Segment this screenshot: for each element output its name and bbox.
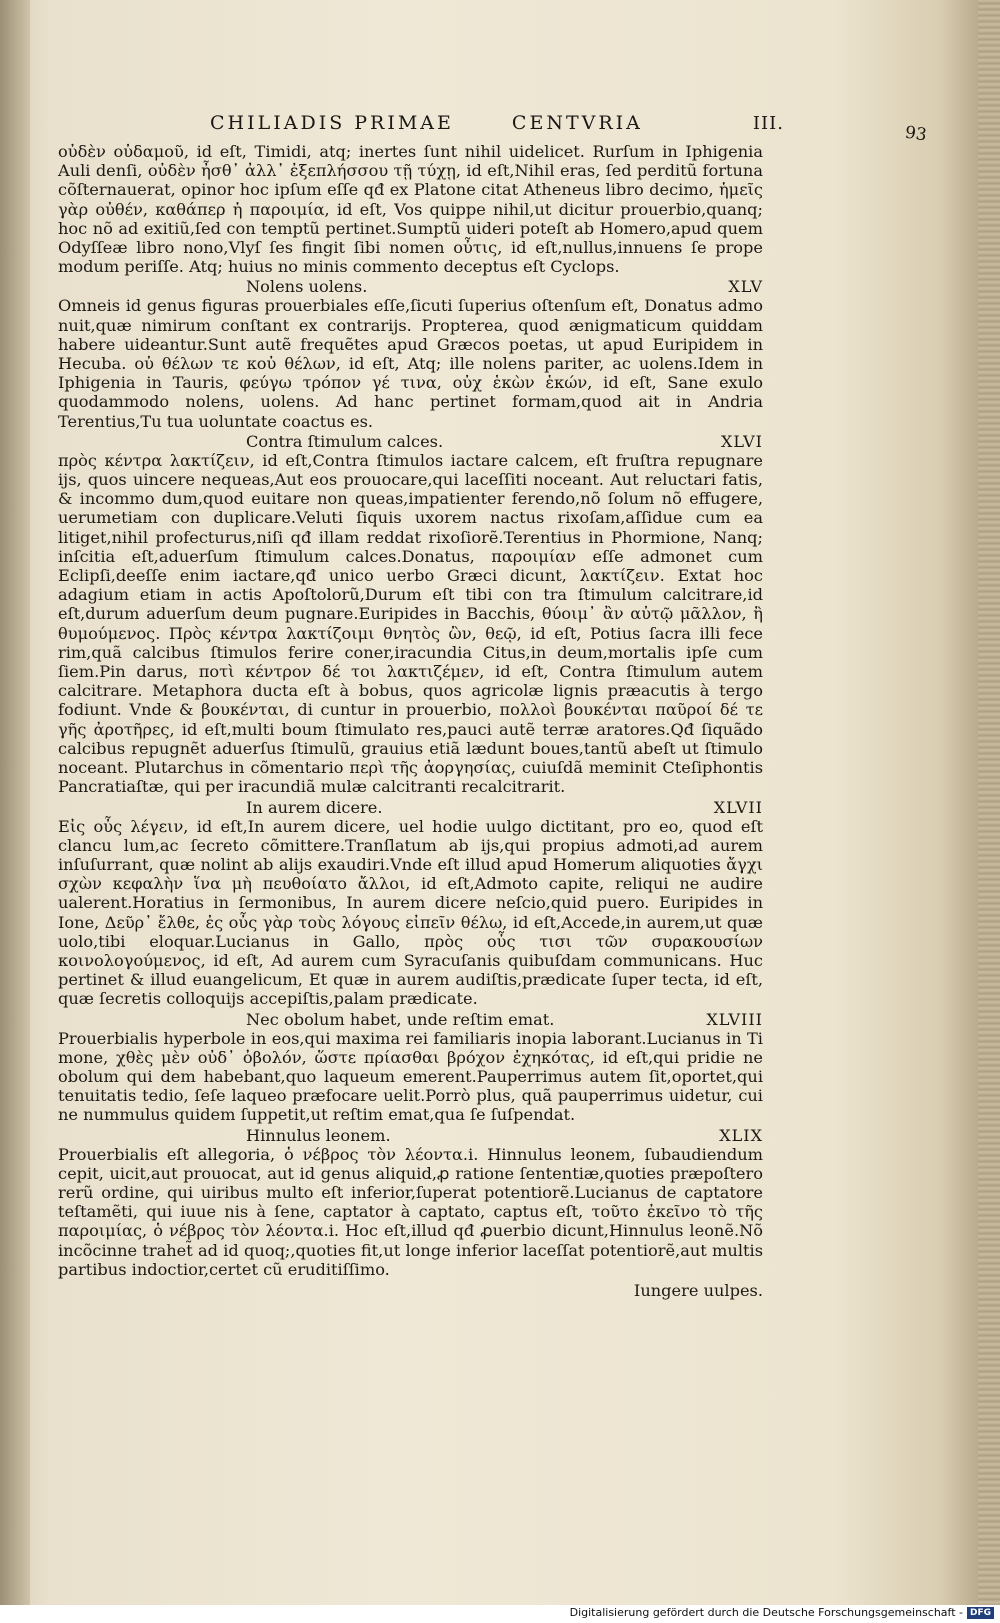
running-title: CHILIADIS PRIMAE	[210, 112, 454, 134]
adage-number: XLVI	[721, 431, 763, 451]
adage-heading	[58, 432, 763, 451]
paragraph: Omneis id genus figuras prouerbiales eſſe,ſicuti ſuperius oſtenſum eſt, Donatus admo nuit,quæ nimirum conſtant ex contrarijs. Propterea, quod ænigmaticum quiddam habere uideantur.Sunt autẽ frequẽtes apud Græcos poetas, ut apud Euripidem in Hecuba. οὐ θέλων τε κοὐ θέλων, id eſt, Atq; ille nolens pariter, ac uolens.Idem in Iphigenia in Tauris, φεύγω τρόπον γέ τινα, οὐχ ἑκὼν ἑκών, id eſt, Sane exulo quodammodo nolens, uolens. Ad hanc pertinet formam,quod ait in Andria Terentius,Tu tua uoluntate coactus es.	[58, 296, 763, 431]
paragraph: οὐδὲν οὐδαμοῦ, id eſt, Timidi, atq; inertes ſunt nihil uidelicet. Rurſum in Iphigenia Auli denſi, οὐδὲν ἦσθ᾽ ἀλλ᾽ ἐξεπλήσσου τῇ τύχῃ, id eſt,Nihil eras, ſed perditũ fortuna cõſternauerat, opinor hoc ipſum eſſe qđ ex Platone citat Atheneus libro decimo, ἡμεῖς γὰρ οὐθέν, καθάπερ ἡ παροιμία, id eſt, Vos quippe nihil,ut dicitur prouerbio,quanq; hoc nõ ad exitiũ,ſed con temptũ pertinet.Sumptũ uideri poteſt ab Homero,apud quem Odyſſeæ libro nono,Vlyſ ſes fingit ſibi nomen οὖτις, id eſt,nullus,innuens ſe prope modum periſſe. Atq; huius no minis commento deceptus eſt Cyclops.	[58, 142, 763, 277]
body-text	[58, 142, 763, 1300]
centuria-number: III.	[752, 113, 784, 134]
folio-number: 93	[903, 122, 928, 146]
centuria-label: CENTVRIA	[511, 112, 643, 134]
paragraph: Prouerbialis hyperbole in eos,qui maxima rei familiaris inopia laborant.Lucianus in Ti mone, χθὲς μὲν οὐδ᾽ ὀβολόν, ὥστε πρίασθαι βρόχον ἐχηκότας, id eſt,qui pridie ne obolum qui dem habebant,quo laqueum emerent.Pauperrimus autem ſit,oportet,qui tenuitatis tedio, ſeſe laqueo præfocare uelit.Porrò plus, quã pauperrimus uidetur, cui ne nummulus quidem ſuppetit,ut reſtim emat,qua ſe ſuſpendat.	[58, 1028, 763, 1125]
adage-number: XLVIII	[706, 1009, 763, 1029]
adage-title: In aurem dicere.	[246, 797, 383, 817]
dfg-logo: DFG	[967, 1607, 994, 1619]
catchword: Iungere uulpes.	[633, 1280, 763, 1300]
adage-title: Hinnulus leonem.	[246, 1125, 391, 1145]
adage-heading	[58, 277, 763, 296]
adage-heading	[58, 1126, 763, 1145]
adage-title: Nec obolum habet, unde reſtim emat.	[246, 1009, 555, 1029]
credit-text: Digitalisierung gefördert durch die Deutsche Forschungsgemeinschaft -	[569, 1606, 963, 1619]
paragraph: Prouerbialis eſt allegoria, ὁ νέβρος τὸν λέοντα.i. Hinnulus leonem, ſubaudiendum cepit, uicit,aut prouocat, aut id genus aliquid,ꝓ ratione ſententiæ,quoties præpoſtero rerũ ordine, qui uiribus multo eſt inferior,ſuperat potentiorẽ.Lucianus de captatore teſtamẽti, qui iuue nis à ſene, captator à captato, captus eſt, τοῦτο ἐκεῖνο τὸ τῆς παροιμίας, ὁ νέβρος τὸν λέοντα.i. Hoc eſt,illud qđ ꝓuerbio dicunt,Hinnulus leonẽ.Nõ incõcinne trahet̃ ad id quoq;,quoties fit,ut longe inferior laceſſat potentiorẽ,aut multis partibus indoctior,certet cũ eruditiſſimo.	[58, 1144, 763, 1279]
paragraph: Εἰς οὖς λέγειν, id eſt,In aurem dicere, uel hodie uulgo dictitant, pro eo, quod eſt clancu lum,ac ſecreto cõmittere.Tranſlatum ab iјs,qui propius admoti,ad aurem inſuſurrant, quæ nolint ab alijs exaudiri.Vnde eſt illud apud Homerum aliquoties ἄγχι σχὼν κεφαλὴν ἵνα μὴ πευθοίατο ἄλλοι, id eſt,Admoto capite, reliqui ne audire ualerent.Horatius in ſermonibus, In aurem dicere neſcio,quid puero. Euripides in Ione, Δεῦρ᾽ ἔλθε, ἐς οὖς γὰρ τοὺς λόγους εἰπεῖν θέλω, id eſt,Accede,in aurem,ut quæ uolo,tibi eloquar.Lucianus in Gallo, πρὸς οὖς τισι τῶν συρακουσίων κοινολογούμενος, id eſt, Ad aurem cum Syracuſanis quibuſdam communicans. Huc pertinet & illud euangelicum, Et quæ in aurem audiſtis,prædicate ſuper tecta, id eſt, quæ ſecretis colloquijs accepiſtis,palam prædicate.	[58, 816, 763, 1009]
running-header	[210, 112, 810, 134]
adage-number: XLVII	[713, 797, 763, 817]
adage-heading	[58, 1010, 763, 1029]
adage-number: XLIX	[719, 1125, 763, 1145]
adage-heading	[58, 798, 763, 817]
adage-title: Nolens uolens.	[246, 277, 368, 297]
page-edge	[978, 0, 1000, 1605]
adage-title: Contra ſtimulum calces.	[246, 431, 444, 451]
adage-number: XLV	[728, 277, 763, 297]
paragraph: πρὸς κέντρα λακτίζειν, id eſt,Contra ſtimulos iactare calcem, eſt fruſtra repugnare iјs, quos uincere nequeas,Aut eos prouocare,qui laceſſiti noceant. Aut reluctari fatis, & incommo dum,quod euitare non queas,impatienter ferendo,nõ ſolum nõ effugere, uerumetiam con duplicare.Veluti ſiquis uxorem nactus rixoſam,aſſidue cum ea litiget,nihil profecturus,niſi qđ illam reddat rixoſiorẽ.Terentius in Phormione, Nanq; inſcitia eſt,aduerſum ſtimulum calces.Donatus, παροιμίαν eſſe admonet cum Eclipſi,deeſſe enim iactare,qđ unico uerbo Græci dicunt, λακτίζειν. Extat hoc adagium etiam in actis Apoſtolorũ,Durum eſt tibi con tra ſtimulum calcitrare,id eſt,durum aduerſum deum pugnare.Euripides in Bacchis, θύοιμ᾽ ἂν αὐτῷ μᾶλλον, ἢ θυμούμενος. Πρὸς κέντρα λακτίζοιμι θνητὸς ὢν, θεῷ, id eſt, Potius ſacra illi fece rim,quã calcibus ſtimulos ferire coner,iracundia Citus,in deum,mortalis ipſe cum ſiem.Pin darus, ποτὶ κέντρον δέ τοι λακτιζέμεν, id eſt, Contra ſtimulum autem calcitrare. Metaphora ducta eſt à bobus, quos agricolæ lignis præacutis à tergo fodiunt. Vnde & βουκένται, di cuntur in prouerbio, πολλοὶ βουκένται παῦροί δέ τε γῆς ἀροτῆρες, id eſt,multi boum ſtimulato res,pauci autẽ terræ aratores.Qđ ſiquãdo calcibus repugnẽt aduerſus ſtimulũ, grauius etiã lædunt boues,tantũ abeſt ut ſtimulo noceant. Plutarchus in cõmentario περὶ τῆς ἀοργησίας, cuiuſdã meminit Cteſiphontis Pancratiaſtæ, qui per iracundiã mulæ calcitranti recalcitrarit.	[58, 450, 763, 797]
catchword-row	[58, 1281, 763, 1300]
digitization-credit	[570, 1606, 994, 1619]
